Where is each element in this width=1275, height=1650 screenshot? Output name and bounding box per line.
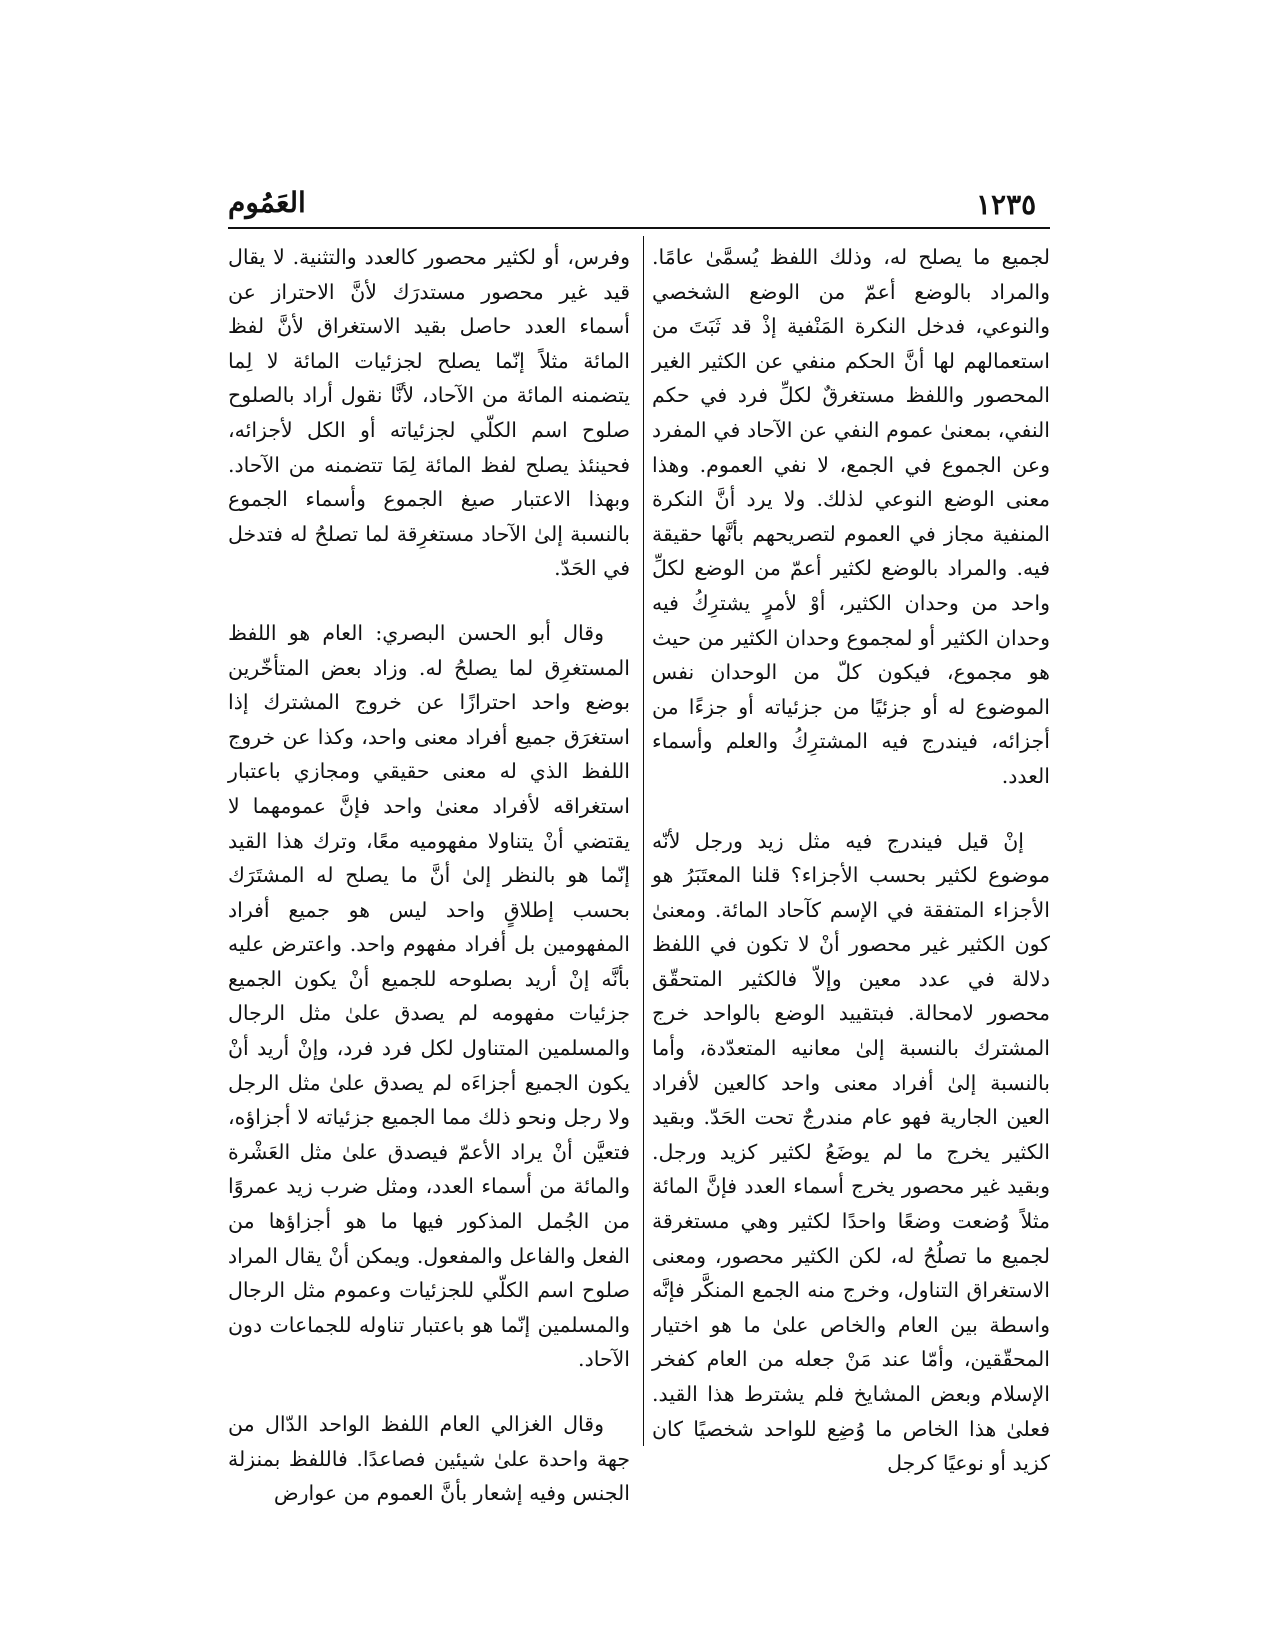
right-paragraph-2: إنْ قيل فيندرج فيه مثل زيد ورجل لأنّه موضوع لكثير بحسب الأجزاء؟ قلنا المعتَبَرُ هو الأجزاء المتفقة في الإسم كآحاد المائة. ومعنىٰ كون الكثير غير محصور أنْ لا تكون في اللفظ دلالة في عدد معين وإلاّ فالكثير المتحقّق محصور لامحالة. فبتقييد الوضع بالواحد خرج المشترك بالنسبة إلىٰ معانيه المتعدّدة، وأما بالنسبة إلىٰ أفراد معنى واحد كالعين لأفراد العين الجارية فهو عام مندرجٌ تحت الحَدّ. وبقيد الكثير يخرج ما لم يوضَعُ لكثير كزيد ورجل. وبقيد غير محصور يخرج أسماء العدد فإنَّ المائة مثلاً وُضعت وضعًا واحدًا لكثير وهي مستغرقة لجميع ما تصلُحُ له، لكن الكثير محصور، ومعنى الاستغراق التناول، وخرج منه الجمع المنكَّر فإنَّه واسطة بين العام والخاص علىٰ ما هو اختيار المحقّقين، وأمّا عند مَنْ جعله من العام كفخر الإسلام وبعض المشايخ فلم يشترط هذا القيد. فعلىٰ هذا الخاص ما وُضِع للواحد شخصيًا كان كزيد أو نوعيًا كرجل [652,828,1050,1476]
right-paragraph-1: لجميع ما يصلح له، وذلك اللفظ يُسمَّىٰ عامًا. والمراد بالوضع أعمّ من الوضع الشخصي والنوعي، فدخل النكرة المَنْفية إذْ قد ثَبَتَ من استعمالهم لها أنَّ الحكم منفي عن الكثير الغير المحصور واللفظ مستغرقٌ لكلِّ فرد في حكم النفي، بمعنىٰ عموم النفي عن الآحاد في المفرد وعن الجموع في الجمع، لا نفي العموم. وهذا معنى الوضع النوعي لذلك. ولا يرد أنَّ النكرة المنفية مجاز في العموم لتصريحهم بأنَّها حقيقة فيه. والمراد بالوضع لكثير أعمّ من الوضع لكلِّ واحد من وحدان الكثير، أوْ لأمرٍ يشترِكُ فيه وحدان الكثير أو لمجموع وحدان الكثير من حيث هو مجموع، فيكون كلّ من الوحدان نفس الموضوع له أو جزئيًا من جزئياته أو جزءًا من أجزائه، فيندرج فيه المشترِكُ والعلم وأسماء العدد. [652,245,1050,788]
left-column [228,240,630,1511]
header-rule [228,227,1050,229]
column-divider [643,236,644,1446]
left-paragraph-1: وفرس، أو لكثير محصور كالعدد والتثنية. لا يقال قيد غير محصور مستدرَك لأنَّ الاحتراز عن أسماء العدد حاصل بقيد الاستغراق لأنَّ لفظ المائة مثلاً إنّما يصلح لجزئيات المائة لا لِما يتضمنه المائة من الآحاد، لأنَّا نقول أراد بالصلوح صلوح اسم الكلّي لجزئياته أو الكل لأجزائه، فحينئذ يصلح لفظ المائة لِمَا تتضمنه من الآحاد. وبهذا الاعتبار صيغ الجموع وأسماء الجموع بالنسبة إلىٰ الآحاد مستغرِقة لما تصلحُ له فتدخل في الحَدّ. [228,245,630,581]
right-column [652,240,1050,1481]
page-number: ١٢٣٥ [976,188,1037,221]
page-title: العَمُوم [228,186,306,219]
left-paragraph-3: وقال الغزالي العام اللفظ الواحد الدّال من جهة واحدة علىٰ شيئين فصاعدًا. فاللفظ بمنزلة الجنس وفيه إشعار بأنَّ العموم من عوارض [228,1412,630,1506]
left-paragraph-2: وقال أبو الحسن البصري: العام هو اللفظ المستغرِق لما يصلحُ له. وزاد بعض المتأخّرين بوضع واحد احترازًا عن خروج المشترك إذا استغرَق جميع أفراد معنى واحد، وكذا عن خروج اللفظ الذي له معنى حقيقي ومجازي باعتبار استغراقه لأفراد معنىٰ واحد فإنَّ عمومهما لا يقتضي أنْ يتناولا مفهوميه معًا، وترك هذا القيد إنّما هو بالنظر إلىٰ أنَّ ما يصلح له المشتَرَك بحسب إطلاقٍ واحد ليس هو جميع أفراد المفهومين بل أفراد مفهوم واحد. واعترض عليه بأنَّه إنْ أريد بصلوحه للجميع أنْ يكون الجميع جزئيات مفهومه لم يصدق علىٰ مثل الرجال والمسلمين المتناول لكل فرد فرد، وإنْ أريد أنْ يكون الجميع أجزاءَه لم يصدق علىٰ مثل الرجل ولا رجل ونحو ذلك مما الجميع جزئياته لا أجزاؤه، فتعيَّن أنْ يراد الأعمّ فيصدق علىٰ مثل العَشْرة والمائة من أسماء العدد، ومثل ضرب زيد عمروًا من الجُمل المذكور فيها ما هو أجزاؤها من الفعل والفاعل والمفعول. ويمكن أنْ يقال المراد صلوح اسم الكلّي للجزئيات وعموم مثل الرجال والمسلمين إنّما هو باعتبار تناوله للجماعات دون الآحاد. [228,620,630,1372]
